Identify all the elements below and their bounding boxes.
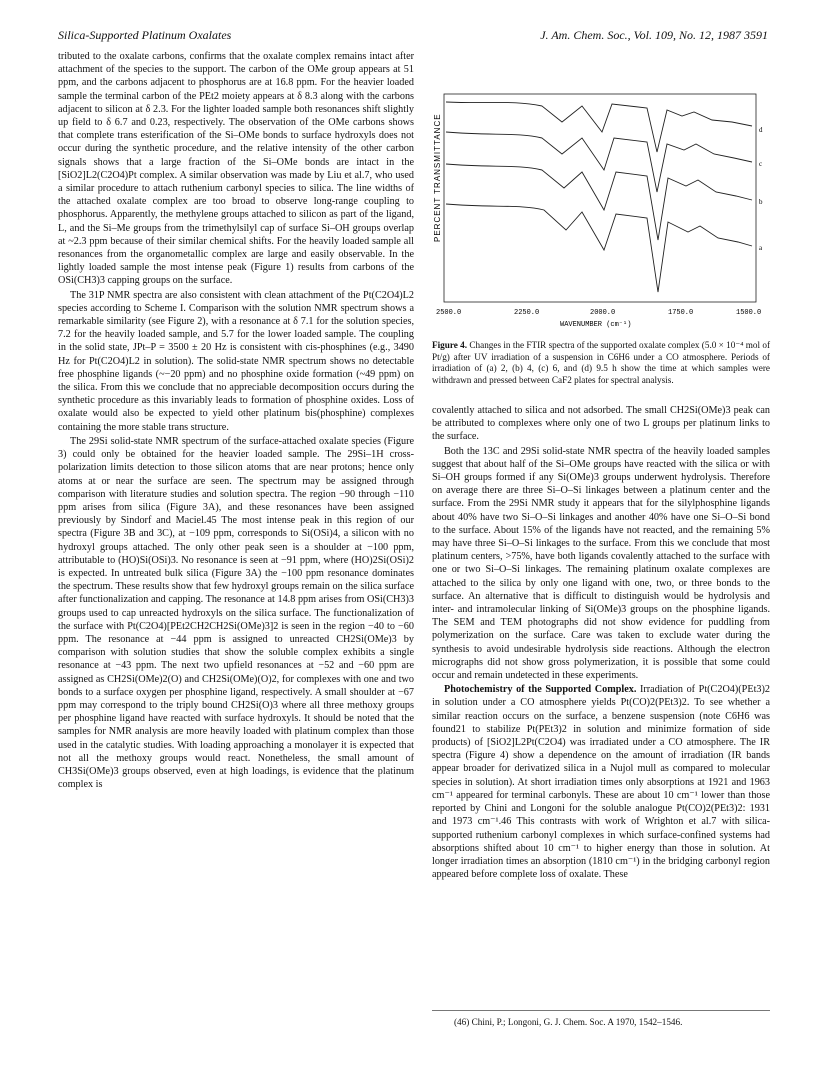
header-journal: J. Am. Chem. Soc., Vol. 109, No. 12, 1987 3591: [540, 28, 768, 42]
paragraph-text: Irradiation of Pt(C2O4)(PEt3)2 in solution under a CO atmosphere yields Pt(CO)2(PEt3)2. To see whether a similar reaction occurs on the surface, a benzene suspension (note C6H6 was found21 to stabilize Pt(PEt3)2 in solution and minimize formation of side products) of [SiO2]L2Pt(C2O4) was irradiated under a CO atmosphere. The IR spectra (Figure 4) show a dependence on the amount of irradiation (IR bands appear broader for derivatized silica in a Nujol mull as compared to molecular species in solution). At short irradiation times only absorptions at 1921 and 1963 cm⁻¹ appeared for terminal carbonyls. These are about 10 cm⁻¹ lower than those reported by Chini and Longoni for the soluble analogue Pt(CO)2(PEt3)2: 1931 and 1973 cm⁻¹.46 This contrasts with work of Wrighton et al.7 with silica-supported ruthenium carbonyl complexes in which surface-confined systems had absorptions shifted about 10 cm⁻¹ to higher energy than those in solution. At longer irradiation times an absorption (1810 cm⁻¹) in the bridging carbonyl region appeared before complete loss of oxalate. These: [432, 684, 770, 881]
paragraph: covalently attached to silica and not adsorbed. The small CH2Si(OMe)3 peak can be attributed to complexes where only one of two L groups per platinum links to the surface.: [432, 405, 770, 443]
trace-label-d: d: [759, 126, 763, 134]
x-tick: 2250.0: [514, 309, 540, 317]
section-heading: Photochemistry of the Supported Complex.: [444, 684, 637, 696]
y-axis-label: PERCENT TRANSMITTANCE: [433, 113, 442, 242]
trace-b: [446, 164, 752, 240]
x-tick: 1750.0: [668, 309, 694, 317]
paragraph: The 31P NMR spectra are also consistent with clean attachment of the Pt(C2O4)L2 species according to Scheme I. Comparison with the solution NMR spectrum shows a remarkable similarity (see Figure 2), with a resonance at δ 7.1 for the solution species, 7.2 for the heavily loaded sample, and 5.7 for the lower loaded sample. The coupling in the solid state, JPt–P = 3500 ± 20 Hz is consistent with cis-phosphines (e.g., 3490 Hz for Pt(C2O4)L2 in solution). The solid-state NMR spectrum shows no detectable free phosphine ligands (~−20 ppm) and no phosphine oxide formation (~49 ppm) on the silica. From this we conclude that no appreciable decomposition occurs during the synthetic procedure as this invariably leads to formation of phosphine oxides. Loss of oxalate would also be expected to yield other platinum bis(phosphine) complexes containing the more stable trans structure.: [58, 289, 414, 433]
footnote: [432, 1010, 770, 1027]
paragraph: Both the 13C and 29Si solid-state NMR spectra of the heavily loaded samples suggest that about half of the Si–OMe groups have reacted with the silica or with Si–OH groups formed if any Si(OMe)3 groups underwent hydrolysis. Therefore on average there are three Si–O–Si linkages between a platinum center and the surface. From the 29Si NMR study it appears that for the silylphosphine ligands about 40% have two Si–O–Si linkages and another 40% have one Si–O–Si bond to the surface. About 15% of the ligands have not reacted, and the remaining 5% may have three Si–O–Si linkages to the surface. From this we conclude that most platinum centers, >75%, have both ligands covalently attached to the surface with one or two Si–O–Si linkages. The remaining platinum oxalate complexes are attached to the silica by only one ligand with one, two, or three bonds to the surface. An alternative that is difficult to distinguish would be hydrolysis and inter- and intramolecular linking of Si(OMe)3 groups on the phosphine ligands. The SEM and TEM photographs did not show evidence for puddling from polymerization on the surface. Care was taken to exclude water during the synthesis to avoid undesirable hydrolysis side reactions. Although the electron micrographs did not show gross polymerization, it is possible that some could occur and remain undetected in these experiments.: [432, 445, 770, 682]
footnote-text: (46) Chini, P.; Longoni, G. J. Chem. Soc. A 1970, 1542–1546.: [454, 1017, 683, 1027]
caption-label: Figure 4.: [432, 340, 468, 350]
trace-label-a: a: [759, 244, 763, 252]
ftir-plot: [432, 92, 770, 332]
trace-a: [446, 204, 752, 292]
right-column: [432, 404, 770, 882]
plot-frame: [444, 94, 756, 302]
x-axis-label: WAVENUMBER (cm⁻¹): [560, 321, 632, 329]
paragraph: [432, 683, 770, 881]
ftir-figure: [432, 92, 770, 332]
caption-text: Changes in the FTIR spectra of the supported oxalate complex (5.0 × 10⁻⁴ mol of Pt/g) after UV irradiation of a suspension in C6H6 under a CO atmosphere. Periods of irradiation of (a) 2, (b) 4, (c) 6, and (d) 9.5 h show the time at which samples were withdrawn and pressed between CaF2 plates for spectral analysis.: [432, 340, 771, 385]
x-tick: 2500.0: [436, 309, 462, 317]
left-column: [58, 50, 414, 792]
running-header: [58, 28, 768, 44]
trace-c: [446, 132, 752, 192]
trace-d: [446, 102, 752, 152]
x-tick: 2000.0: [590, 309, 616, 317]
x-tick: 1500.0: [736, 309, 762, 317]
figure-caption: [432, 340, 770, 386]
paragraph: tributed to the oxalate carbons, confirms that the oxalate complex remains intact after attachment of the species to the support. The carbon of the OMe group appears at 51 ppm, and the carbons adjacent to phosphorus are at 16.8 ppm. For the heavier loaded sample the terminal carbon of the PEt2 moiety appears at δ 8.3 along with the carbons adjacent to silicon at δ 2.3. For the lighter loaded sample both resonances shift slightly up field to δ 6.7 and 0.23, respectively. The observation of the OMe carbons shows that complete trans esterification of the Si–OMe bonds to surface hydroxyls does not occur during the synthetic procedure, and the relative intensity of the other carbon signals shows that a large fraction of the Si–OMe bonds are intact in the [SiO2]L2(C2O4)Pt complex. A similar observation was made by Liu et al.7, who used a similar procedure to attach ruthenium carbonyl species to silica. The line widths of the attached oxalate complex are too broad to observe long-range coupling to phosphorus. Apparently, the methylene groups attached to silicon as part of the ligand, L, and the Si–Me groups from the trimethylsilyl cap of surface Si–OH groups overlap at ~2.3 ppm because of their similar chemical shifts. For the heavily loaded sample all resonances from the organometallic complex are large and easily observable. In the lightly loaded sample the most intense peak (Figure 1) results from carbons of the OSi(CH3)3 capping groups on the surface.: [58, 51, 414, 287]
header-title: Silica-Supported Platinum Oxalates: [58, 28, 232, 42]
trace-label-b: b: [759, 198, 763, 206]
trace-label-c: c: [759, 160, 763, 168]
paragraph: The 29Si solid-state NMR spectrum of the surface-attached oxalate species (Figure 3) could only be obtained for the heavier loaded sample. The 29Si–1H cross-polarization limits detection to those silicon atoms that are near protons; hence only atoms at or near the surface are seen. The spectrum may be assigned through comparison with literature studies and solution spectra. The region −90 through −110 ppm arises from silica (Figure 3A), and these resonances have been assigned previously by Sindorf and Maciel.45 The most intense peak in this region of our spectra (Figure 3B and 3C), at −109 ppm, corresponds to Si(OSi)4, a silicon with no hydroxyl groups attached. The only other peak seen is a shoulder at −100 ppm, attributable to (HO)Si(OSi)3. No resonance is seen at −91 ppm, where (HO)2Si(OSi)2 is expected. In untreated bulk silica (Figure 3A) the −100 ppm resonance dominates the spectrum. These results show that few hydroxyl groups remain on the silica surface after functionalization and capping. The resonance at 14.8 ppm arises from OSi(CH3)3 groups used to cap unreacted hydroxyls on the silica surface. The functionalization of the surface with Pt(C2O4)[PEt2CH2CH2Si(OMe)3]2 is seen in the region −40 to −60 ppm. The resonance at −44 ppm is assigned to unreacted CH2Si(OMe)3 by comparison with solution studies that show the soluble complex exhibits a single resonance at −43 ppm. The next two upfield resonances at −52 and −60 ppm are assigned as CH2Si(OMe)2(O) and CH2Si(OMe)(O)2, for complexes with one and two bonds to a surface oxygen per phosphine ligand, respectively. A small shoulder at −67 ppm may correspond to the triply bound CH2Si(O)3 where all three methoxy groups per phosphine ligand have reacted with surface hydroxyls. It should be noted that the samples for NMR analysis are more heavily loaded with platinum complex than those used in the catalytic studies. With loading approaching a monolayer it is expected that not all the methoxy groups would react. Nonetheless, the small amount of CH3Si(OMe)3 groups observed, even at high loadings, is evidence that the platinum complex is: [58, 435, 414, 791]
